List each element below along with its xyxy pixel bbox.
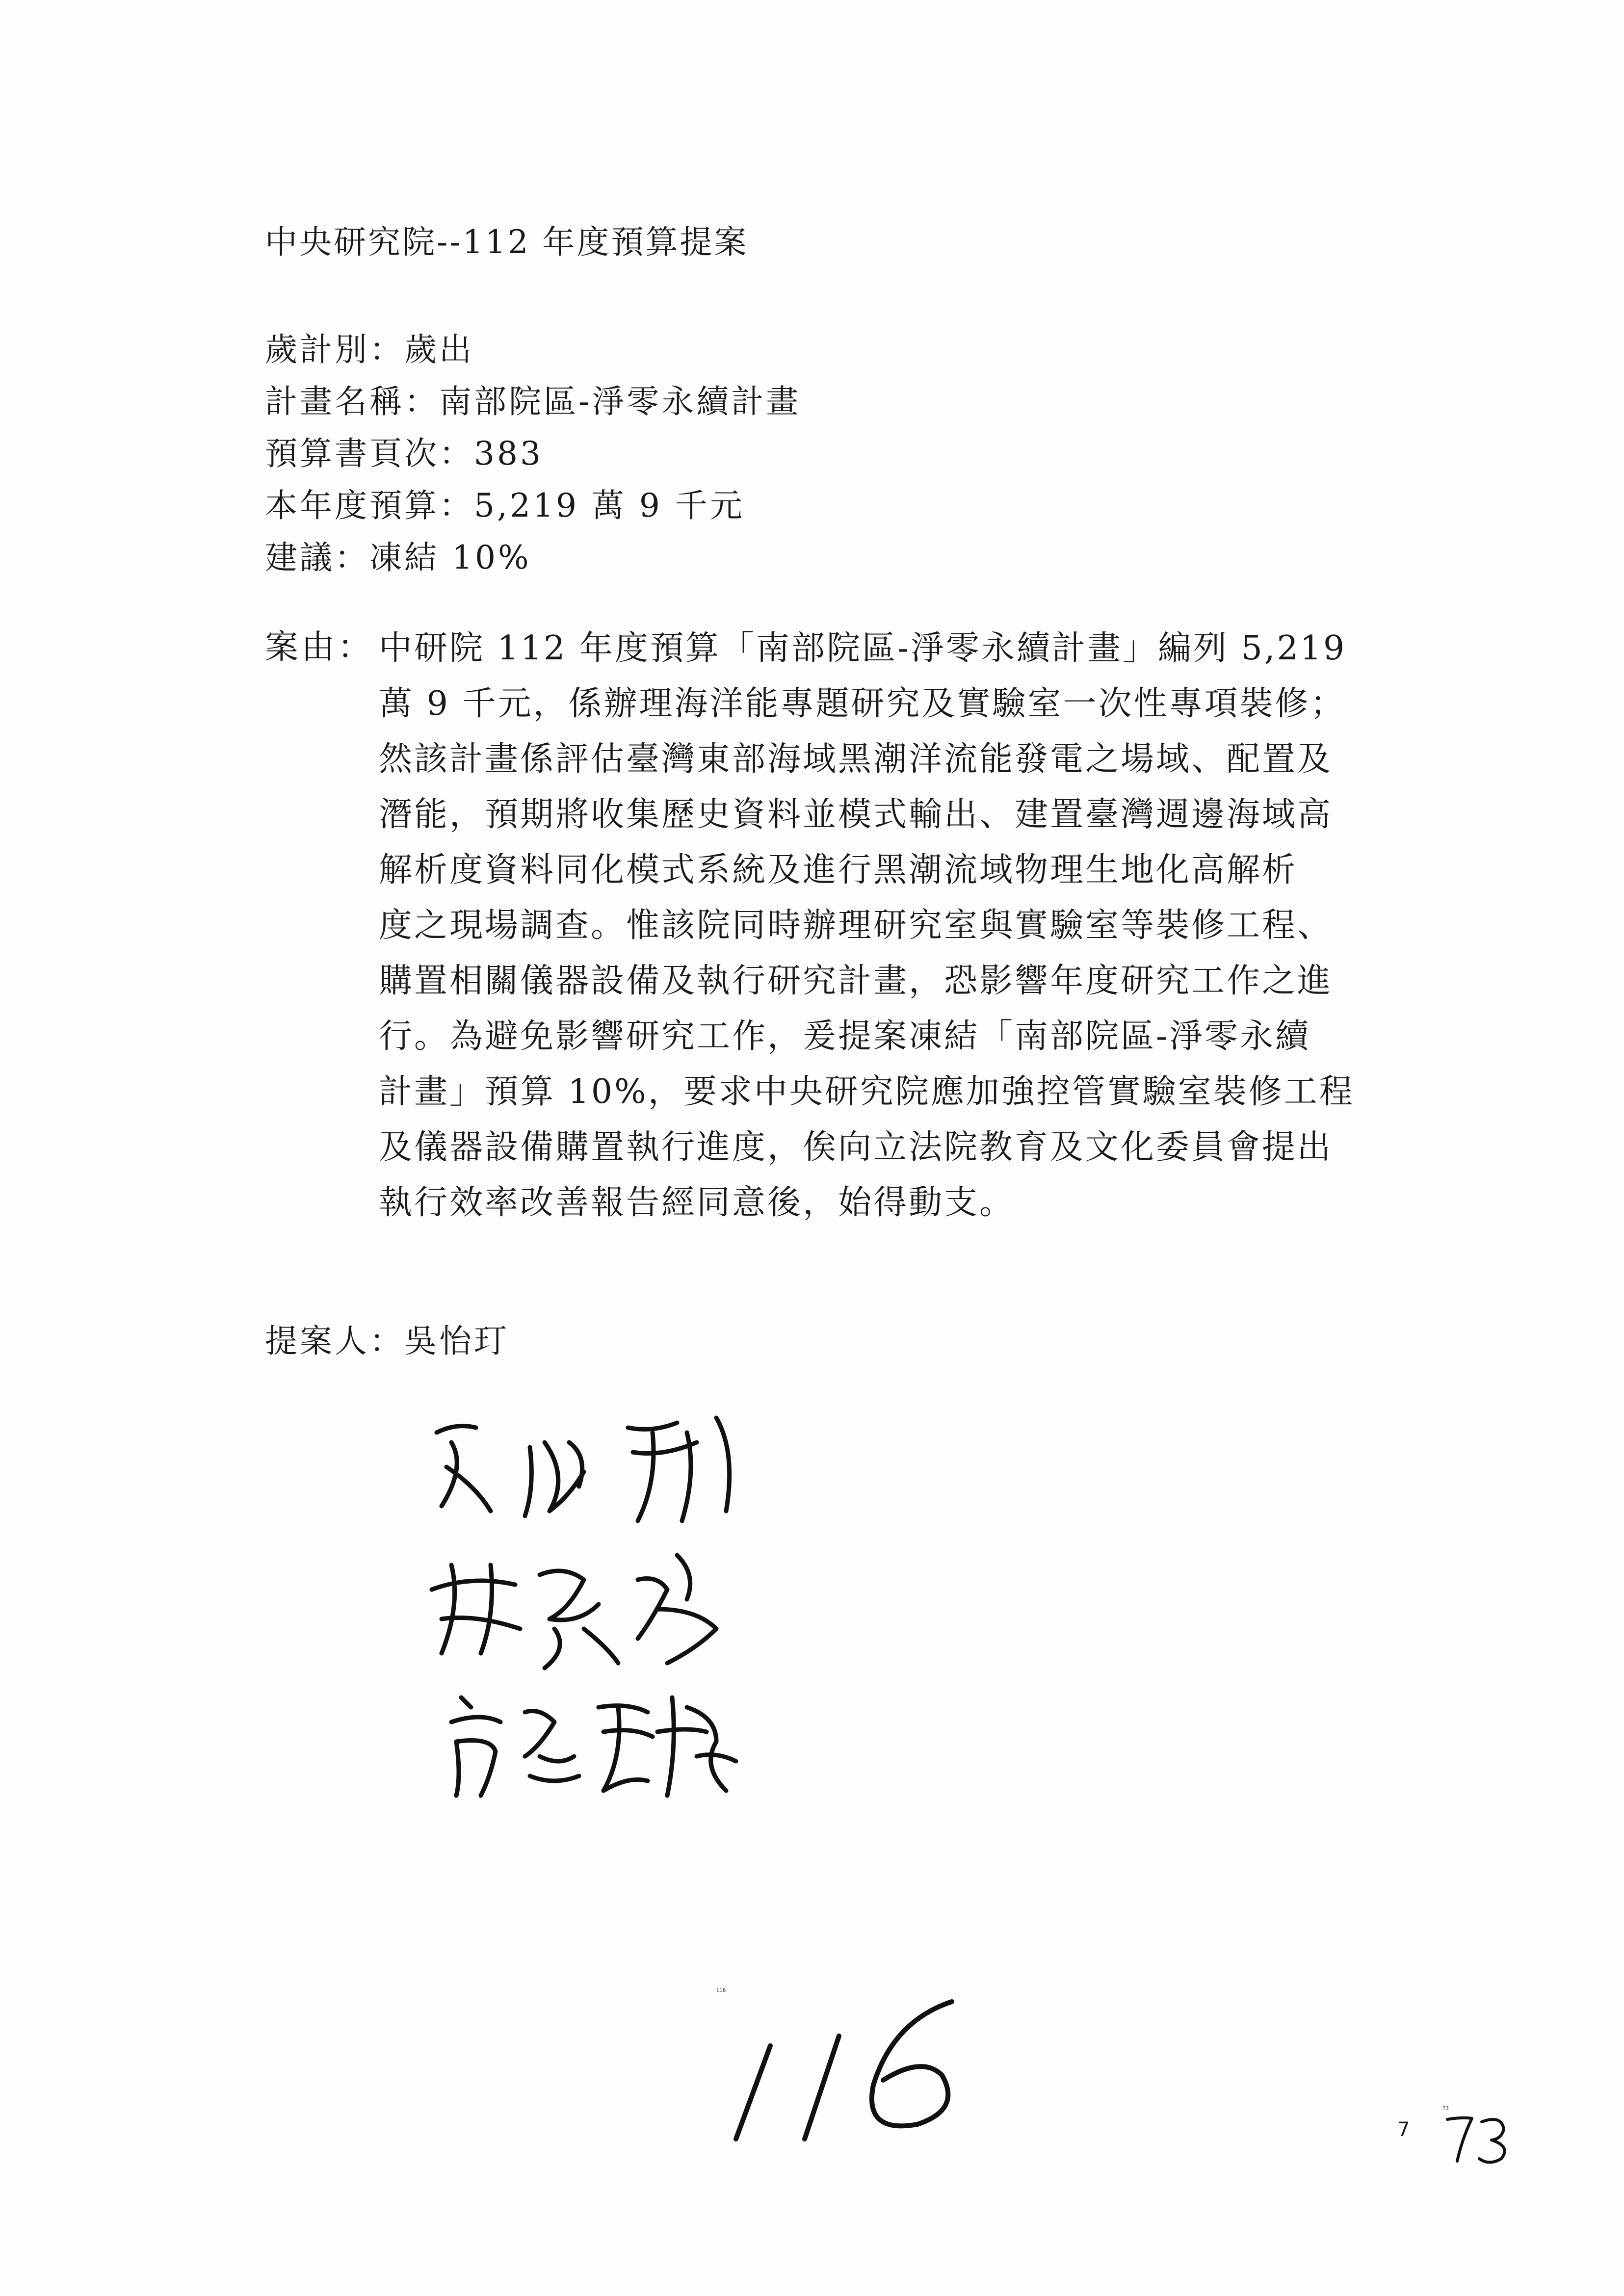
handwritten-corner-number bbox=[1442, 2106, 1516, 2168]
document-title: 中央研究院--112 年度預算提案 bbox=[265, 223, 749, 261]
signature-2 bbox=[422, 1545, 726, 1673]
reason-line: 及儀器設備購置執行進度，俟向立法院教育及文化委員會提出 bbox=[379, 1128, 1333, 1167]
reason-label: 案由： bbox=[265, 628, 374, 667]
reason-line: 計畫」預算 10%，要求中央研究院應加強控管實驗室裝修工程 bbox=[379, 1072, 1355, 1111]
reason-line: 購置相關儀器設備及執行研究計畫，恐影響年度研究工作之進 bbox=[379, 962, 1333, 1000]
reason-line: 解析度資料同化模式系統及進行黑潮流域物理生地化高解析 bbox=[379, 851, 1298, 889]
reason-line: 萬 9 千元，係辦理海洋能專題研究及實驗室一次性專項裝修； bbox=[379, 684, 1346, 723]
proposer: 提案人：吳怡玎 bbox=[265, 1322, 509, 1360]
reason-line: 潛能，預期將收集歷史資料並模式輸出、建置臺灣週邊海域高 bbox=[379, 795, 1333, 834]
recommendation: 建議：凍結 10% bbox=[265, 539, 531, 576]
reason-line: 中研院 112 年度預算「南部院區-淨零永續計畫」編列 5,219 bbox=[379, 629, 1347, 668]
reason-line: 度之現場調查。惟該院同時辦理研究室與實驗室等裝修工程、 bbox=[379, 906, 1333, 945]
signature-1 bbox=[422, 1413, 756, 1531]
budget-category: 歲計別：歲出 bbox=[265, 331, 474, 368]
reason-line: 然該計畫係評估臺灣東部海域黑潮洋流能發電之場域、配置及 bbox=[379, 740, 1333, 779]
reason-line: 執行效率改善報告經同意後，始得動支。 bbox=[379, 1183, 1015, 1222]
annual-budget: 本年度預算：5,219 萬 9 千元 bbox=[265, 487, 745, 524]
svg-text:116: 116 bbox=[716, 1988, 726, 1993]
plan-name: 計畫名稱：南部院區-淨零永續計畫 bbox=[265, 383, 801, 420]
handwritten-page-number bbox=[716, 1988, 981, 2149]
signature-3 bbox=[442, 1678, 746, 1805]
reason-line: 行。為避免影響研究工作，爰提案凍結「南部院區-淨零永續 bbox=[379, 1017, 1310, 1056]
reason-body bbox=[379, 621, 1409, 1230]
budget-book-page: 預算書頁次：383 bbox=[265, 435, 543, 472]
small-page-number: 7 bbox=[1397, 2118, 1410, 2141]
svg-text:73: 73 bbox=[1442, 2106, 1449, 2111]
budget-meta bbox=[265, 324, 801, 584]
